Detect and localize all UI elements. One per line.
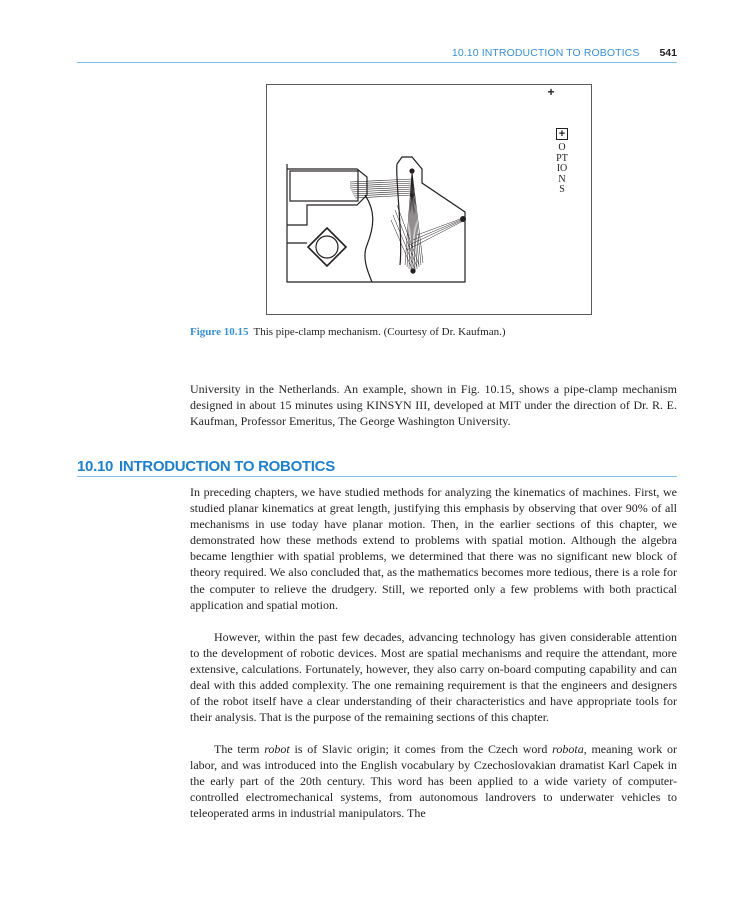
frame-outline [287, 157, 465, 282]
section-heading [77, 457, 677, 477]
clamp-jaw-outline [287, 169, 367, 225]
figure-caption-text: This pipe-clamp mechanism. (Courtesy of Dr. Kaufman.) [253, 326, 506, 338]
header-rule [77, 62, 677, 63]
para3-start: The term [214, 742, 265, 756]
running-title: 10.10 INTRODUCTION TO ROBOTICS [451, 47, 640, 59]
para3-mid: is of Slavic origin; it comes from the Czech word [289, 742, 553, 756]
diamond-pivot [316, 236, 338, 258]
intro-paragraph: University in the Netherlands. An example, shown in Fig. 10.15, shows a pipe-clamp mechanism designed in about 15 minutes using KINSYN III, developed at MIT under the direction of Dr. R. E. Kaufman, Professor Emeritus, The George Washington University. [190, 382, 677, 429]
page-number: 541 [659, 47, 677, 59]
section-paragraph-2: However, within the past few decades, advancing technology has given considerable attention to the development of robotic devices. Most are spatial mechanisms and require the attendant, more extensive, calculations. Fortunately, however, they also carry on-board computing capability and can deal with this added complexity. The one remaining requirement is that the engineers and designers of the robot itself have a clear understanding of their characteristics and have appropriate tools for their analysis. That is the purpose of the remaining sections of this chapter. [190, 630, 677, 725]
clamp-inner-rect [290, 171, 358, 201]
mechanism-drawing [267, 85, 593, 316]
section-paragraph-1: In preceding chapters, we have studied methods for analyzing the kinematics of machines. First, we studied planar kinematics at great length, justifying this emphasis by observing that over 90% of all mechanisms in use today have planar motion. Then, in the earlier sections of this chapter, we demonstrated how these methods extend to problems with spatial motion. Although the algebra became lengthier with spatial problems, we determined that there was no significant new block of theory required. We also concluded that, as the mathematics becomes more tedious, there is a role for the computer to relieve the drudgery. Still, we reported only a few problems with both practical application and spatial motion. [190, 485, 677, 612]
section-number: 10.10 [77, 458, 114, 475]
term-robot: robot [264, 742, 290, 756]
pivot-right [460, 216, 466, 222]
section-rule [77, 476, 677, 477]
options-plus-box: + [556, 128, 568, 140]
pivot-top [409, 168, 414, 173]
curved-link [365, 195, 373, 282]
sweep-fan-upper [350, 179, 412, 198]
figure-caption [190, 325, 670, 339]
section-title: INTRODUCTION TO ROBOTICS [119, 458, 335, 475]
plus-marker: + [547, 85, 555, 99]
term-robota: robota [552, 742, 584, 756]
diamond-link [308, 228, 346, 266]
figure-pipe-clamp [266, 84, 592, 315]
figure-caption-label: Figure 10.15 [190, 326, 249, 338]
section-paragraph-3 [190, 741, 677, 821]
pivot-bottom [410, 268, 415, 273]
para3-rest: , meaning work or labor, and was introduced into the English vocabulary by Czechoslovakian dramatist Karl Capek in the early part of the 20th century. This word has been applied to a wide variety of computer-controlled electromechanical systems, from autonomous landrovers to underwater vehicles to teleoperated arms in industrial manipulators. The [190, 742, 677, 821]
options-label: OPTIONS [556, 142, 568, 196]
running-head [77, 45, 677, 61]
